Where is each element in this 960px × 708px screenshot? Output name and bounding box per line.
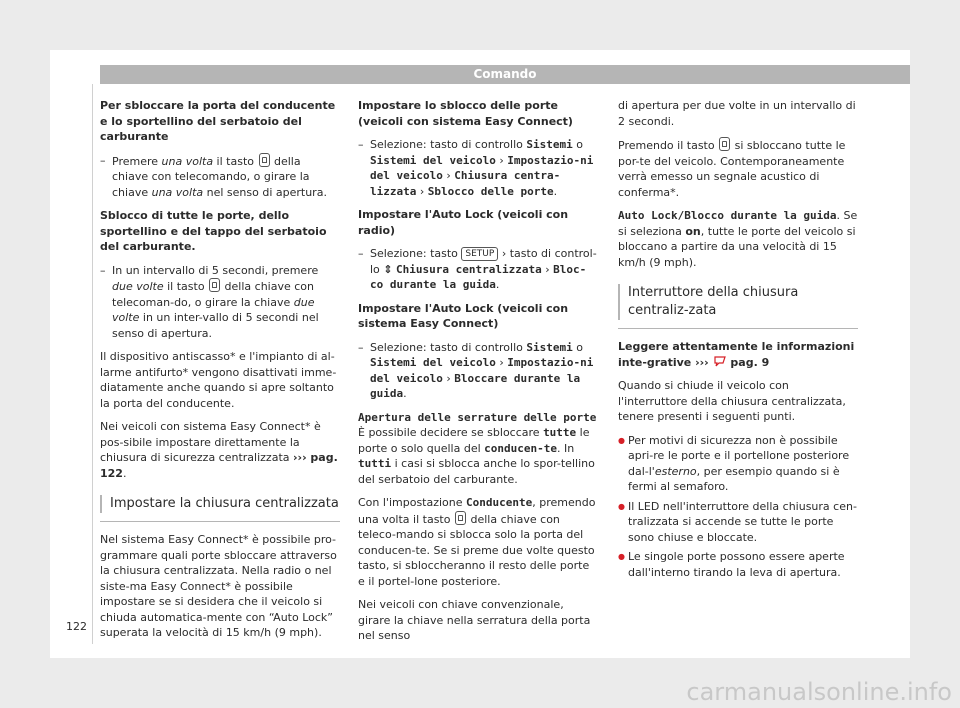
list-item: ● Le singole porte possono essere aperte dall'interno tirando la leva di apertura. — [618, 549, 858, 580]
list-item: ● Il LED nell'interruttore della chiusura cen-tralizzata si accende se tutte le porte sono chiuse e bloccate. — [618, 499, 858, 546]
column-middle — [358, 98, 598, 652]
section-title: Interruttore della chiusura centraliz-zata — [618, 284, 858, 329]
column-right — [618, 98, 858, 584]
subheading: Per sbloccare la porta del conducente e lo sportellino del serbatoio del carburante — [100, 99, 336, 143]
paragraph: Il dispositivo antiscasso* e l'impianto di al-larme antifurto* vengono disattivati imme-diatamente anche quando si apre soltanto la porta del conducente. — [100, 350, 337, 410]
paragraph: Nei veicoli con chiave convenzionale, girare la chiave nella serratura della porta nel senso — [358, 598, 591, 642]
warning-icon — [713, 356, 727, 367]
paragraph: Premendo il tasto si sbloccano tutte le por-te del veicolo. Contemporaneamente verrà emesso un segnale acustico di conferma*. — [618, 139, 846, 199]
paragraph: Con l'impostazione Conducente, premendo una volta il tasto della chiave con teleco-mando si sblocca solo la porta del conducen-te. Se si preme due volte questo tasto, si sbloccheranno il resto delle porte e il portel-lone posteriore. — [358, 496, 596, 588]
page-link[interactable]: ››› — [695, 355, 709, 369]
paragraph: di apertura per due volte in un intervallo di 2 secondi. — [618, 99, 856, 128]
setup-button-icon: SETUP — [461, 247, 498, 261]
unlock-key-icon — [259, 153, 270, 167]
paragraph: Nei veicoli con sistema Easy Connect* è pos-sibile impostare direttamente la chiusura di sicurezza centralizzata ››› pag. 122. — [100, 420, 338, 480]
instruction-step: – Premere una volta il tasto della chiave con telecomando, o girare la chiave una volta nel senso di apertura. — [100, 153, 340, 201]
manual-page — [50, 50, 910, 658]
page-link[interactable]: ››› pag. 122 — [100, 451, 338, 480]
paragraph: Quando si chiude il veicolo con l'interruttore della chiusura centralizzata, tenere presenti i seguenti punti. — [618, 379, 846, 423]
subheading: Sblocco di tutte le porte, dello sportellino e del tappo del serbatoio del carburante. — [100, 209, 327, 253]
subheading: Leggere attentamente le informazioni inte-grative ››› pag. 9 — [618, 340, 855, 369]
watermark-text: carmanualsonline.info — [686, 678, 952, 706]
subheading: Impostare l'Auto Lock (veicoli con sistema Easy Connect) — [358, 301, 569, 330]
unlock-key-icon — [455, 511, 466, 525]
paragraph: Nel sistema Easy Connect* è possibile pro-grammare quali porte sbloccare attraverso la chiusura centralizzata. Nella radio o nel siste-ma Easy Connect* è possibile impostare se si desidera che il veicolo si chiuda automatica-mente con “Auto Lock” superata la velocità di 15 km/h (9 mph). — [100, 533, 337, 639]
instruction-step: – Selezione: tasto di controllo Sistemi o Sistemi del veicolo › Impostazio-ni del veicolo › Bloccare durante la guida. — [358, 340, 598, 402]
page-header: Comando — [100, 65, 910, 84]
margin-rule — [92, 84, 93, 644]
paragraph: Apertura delle serrature delle porte È possibile decidere se sbloccare tutte le porte o solo quella del conducen-te. In tutti i casi si sblocca anche lo spor-tellino del serbatoio del carburante. — [358, 410, 597, 486]
subheading: Impostare lo sblocco delle porte (veicoli con sistema Easy Connect) — [358, 99, 573, 128]
instruction-step: – In un intervallo di 5 secondi, premere due volte il tasto della chiave con telecoman-do, o girare la chiave due volte in un inter-vallo di 5 secondi nel senso di apertura. — [100, 263, 340, 342]
list-item: ● Per motivi di sicurezza non è possibile apri-re le porte e il portellone posteriore dal-l'esterno, per esempio quando si è fermi al semaforo. — [618, 433, 858, 495]
instruction-step: – Selezione: tasto di controllo Sistemi o Sistemi del veicolo › Impostazio-ni del veicolo › Chiusura centra-lizzata › Sblocco delle porte. — [358, 137, 598, 199]
section-title: Impostare la chiusura centralizzata — [100, 495, 340, 522]
instruction-step: – Selezione: tasto SETUP › tasto di control-lo ⇕ Chiusura centralizzata › Bloc-co durante la guida. — [358, 246, 598, 293]
column-left — [100, 98, 340, 649]
unlock-key-icon — [719, 137, 730, 151]
paragraph: Auto Lock/Blocco durante la guida. Se si seleziona on, tutte le porte del veicolo si bloccano a partire da una velocità di 15 km/h (9 mph). — [618, 209, 858, 269]
page-number: 122 — [66, 620, 87, 633]
updown-arrows-icon: ⇕ — [383, 262, 393, 276]
subheading: Impostare l'Auto Lock (veicoli con radio) — [358, 208, 569, 237]
unlock-key-icon — [209, 278, 220, 292]
